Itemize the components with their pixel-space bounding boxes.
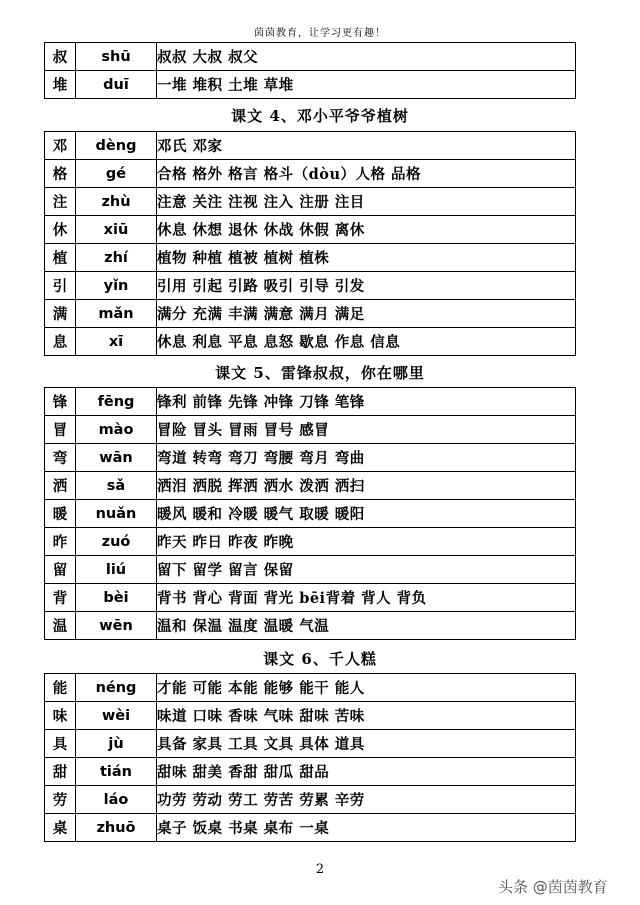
pinyin-cell: wān bbox=[76, 444, 157, 472]
table-row bbox=[45, 71, 576, 99]
char-cell: 锋 bbox=[45, 388, 76, 416]
char-cell: 洒 bbox=[45, 472, 76, 500]
table-row bbox=[45, 444, 576, 472]
words-cell: 功劳 劳动 劳工 劳苦 劳累 辛劳 bbox=[157, 786, 576, 814]
pinyin-cell: zuó bbox=[76, 528, 157, 556]
words-cell: 一堆 堆积 土堆 草堆 bbox=[157, 71, 576, 99]
char-cell: 冒 bbox=[45, 416, 76, 444]
words-cell: 具备 家具 工具 文具 具体 道具 bbox=[157, 730, 576, 758]
char-cell: 息 bbox=[45, 328, 76, 356]
pinyin-cell: néng bbox=[76, 674, 157, 702]
words-cell: 才能 可能 本能 能够 能干 能人 bbox=[157, 674, 576, 702]
table-row bbox=[45, 702, 576, 730]
pinyin-cell: zhuō bbox=[76, 814, 157, 842]
char-cell: 注 bbox=[45, 188, 76, 216]
pinyin-cell: tián bbox=[76, 758, 157, 786]
char-cell: 堆 bbox=[45, 71, 76, 99]
char-cell: 背 bbox=[45, 584, 76, 612]
words-cell: 留下 留学 留言 保留 bbox=[157, 556, 576, 584]
words-cell: 桌子 饭桌 书桌 桌布 一桌 bbox=[157, 814, 576, 842]
char-cell: 引 bbox=[45, 272, 76, 300]
lesson-title: 课文 6、千人糕 bbox=[263, 650, 377, 668]
pinyin-cell: mào bbox=[76, 416, 157, 444]
char-cell: 具 bbox=[45, 730, 76, 758]
lesson-title: 课文 4、邓小平爷爷植树 bbox=[231, 107, 409, 125]
words-cell: 昨天 昨日 昨夜 昨晚 bbox=[157, 528, 576, 556]
pinyin-cell: nuǎn bbox=[76, 500, 157, 528]
words-cell: 弯道 转弯 弯刀 弯腰 弯月 弯曲 bbox=[157, 444, 576, 472]
table-row bbox=[45, 160, 576, 188]
pinyin-cell: mǎn bbox=[76, 300, 157, 328]
page-number: 2 bbox=[315, 862, 325, 877]
table-row bbox=[45, 43, 576, 71]
pinyin-cell: duī bbox=[76, 71, 157, 99]
words-cell: 叔叔 大叔 叔父 bbox=[157, 43, 576, 71]
table-row bbox=[45, 814, 576, 842]
table-row bbox=[45, 472, 576, 500]
table-row bbox=[45, 786, 576, 814]
pinyin-cell: wēn bbox=[76, 612, 157, 640]
words-cell: 冒险 冒头 冒雨 冒号 感冒 bbox=[157, 416, 576, 444]
words-cell: 洒泪 洒脱 挥洒 洒水 泼洒 洒扫 bbox=[157, 472, 576, 500]
pinyin-cell: wèi bbox=[76, 702, 157, 730]
words-cell: 注意 关注 注视 注入 注册 注目 bbox=[157, 188, 576, 216]
char-cell: 邓 bbox=[45, 132, 76, 160]
pinyin-cell: xī bbox=[76, 328, 157, 356]
pinyin-cell: sǎ bbox=[76, 472, 157, 500]
words-cell: 休息 休想 退休 休战 休假 离休 bbox=[157, 216, 576, 244]
char-cell: 留 bbox=[45, 556, 76, 584]
table-row bbox=[45, 500, 576, 528]
char-cell: 满 bbox=[45, 300, 76, 328]
table-row bbox=[45, 244, 576, 272]
table-row bbox=[45, 528, 576, 556]
char-cell: 弯 bbox=[45, 444, 76, 472]
char-cell: 甜 bbox=[45, 758, 76, 786]
table-row bbox=[45, 584, 576, 612]
pinyin-cell: jù bbox=[76, 730, 157, 758]
char-cell: 劳 bbox=[45, 786, 76, 814]
pinyin-cell: láo bbox=[76, 786, 157, 814]
pinyin-cell: zhí bbox=[76, 244, 157, 272]
words-cell: 锋利 前锋 先锋 冲锋 刀锋 笔锋 bbox=[157, 388, 576, 416]
vocab-table bbox=[44, 42, 576, 99]
table-row bbox=[45, 272, 576, 300]
table-row bbox=[45, 216, 576, 244]
pinyin-cell: shū bbox=[76, 43, 157, 71]
char-cell: 植 bbox=[45, 244, 76, 272]
table-row bbox=[45, 328, 576, 356]
pinyin-cell: gé bbox=[76, 160, 157, 188]
table-row bbox=[45, 132, 576, 160]
char-cell: 温 bbox=[45, 612, 76, 640]
pinyin-cell: fēng bbox=[76, 388, 157, 416]
words-cell: 甜味 甜美 香甜 甜瓜 甜品 bbox=[157, 758, 576, 786]
lesson-title: 课文 5、雷锋叔叔，你在哪里 bbox=[215, 364, 425, 382]
page-header: 茵茵教育，让学习更有趣！ bbox=[254, 28, 386, 39]
char-cell: 昨 bbox=[45, 528, 76, 556]
char-cell: 叔 bbox=[45, 43, 76, 71]
words-cell: 温和 保温 温度 温暖 气温 bbox=[157, 612, 576, 640]
table-row bbox=[45, 730, 576, 758]
table-row bbox=[45, 556, 576, 584]
words-cell: 背书 背心 背面 背光 bēi背着 背人 背负 bbox=[157, 584, 576, 612]
table-row bbox=[45, 300, 576, 328]
table-row bbox=[45, 188, 576, 216]
words-cell: 邓氏 邓家 bbox=[157, 132, 576, 160]
pinyin-cell: yǐn bbox=[76, 272, 157, 300]
vocab-table bbox=[44, 387, 576, 640]
char-cell: 休 bbox=[45, 216, 76, 244]
words-cell: 满分 充满 丰满 满意 满月 满足 bbox=[157, 300, 576, 328]
char-cell: 味 bbox=[45, 702, 76, 730]
table-row bbox=[45, 388, 576, 416]
pinyin-cell: liú bbox=[76, 556, 157, 584]
pinyin-cell: dèng bbox=[76, 132, 157, 160]
char-cell: 暖 bbox=[45, 500, 76, 528]
table-row bbox=[45, 416, 576, 444]
words-cell: 味道 口味 香味 气味 甜味 苦味 bbox=[157, 702, 576, 730]
table-row bbox=[45, 758, 576, 786]
vocab-table bbox=[44, 673, 576, 842]
char-cell: 能 bbox=[45, 674, 76, 702]
watermark: 头条 @茵茵教育 bbox=[498, 878, 608, 896]
pinyin-cell: bèi bbox=[76, 584, 157, 612]
table-row bbox=[45, 612, 576, 640]
words-cell: 合格 格外 格言 格斗（dòu）人格 品格 bbox=[157, 160, 576, 188]
words-cell: 植物 种植 植被 植树 植株 bbox=[157, 244, 576, 272]
table-row bbox=[45, 674, 576, 702]
words-cell: 休息 利息 平息 息怒 歇息 作息 信息 bbox=[157, 328, 576, 356]
words-cell: 引用 引起 引路 吸引 引导 引发 bbox=[157, 272, 576, 300]
pinyin-cell: xiū bbox=[76, 216, 157, 244]
words-cell: 暖风 暖和 冷暖 暖气 取暖 暖阳 bbox=[157, 500, 576, 528]
char-cell: 格 bbox=[45, 160, 76, 188]
char-cell: 桌 bbox=[45, 814, 76, 842]
vocab-table bbox=[44, 131, 576, 356]
pinyin-cell: zhù bbox=[76, 188, 157, 216]
